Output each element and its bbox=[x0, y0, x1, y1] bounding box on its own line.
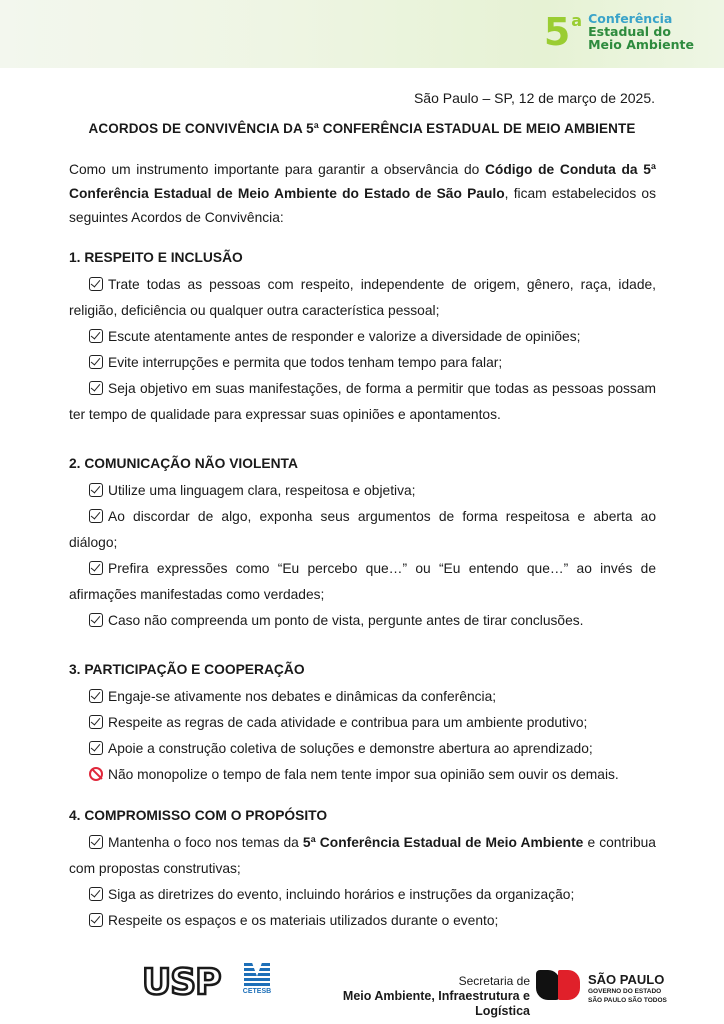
agreement-item bbox=[69, 882, 656, 908]
agreement-text: Prefira expressões como “Eu percebo que…” ou “Eu entendo que…” ao invés de afirmações manifestadas como verdades; bbox=[69, 561, 656, 602]
cetesb-label: CETESB bbox=[242, 988, 272, 995]
agreement-list bbox=[69, 272, 656, 428]
agreement-item bbox=[69, 324, 656, 350]
agreement-item bbox=[69, 504, 656, 556]
agreement-text-post: e contribua com propostas construtivas; bbox=[69, 835, 656, 876]
secretaria-line-2: Meio Ambiente, Infraestrutura e Logística bbox=[342, 989, 530, 1018]
conference-logo bbox=[543, 9, 694, 54]
section-heading: 1. RESPEITO E INCLUSÃO bbox=[69, 250, 243, 265]
sections-container bbox=[69, 248, 656, 934]
agreement-item bbox=[69, 908, 656, 934]
agreement-item bbox=[69, 736, 656, 762]
agreement-item bbox=[69, 684, 656, 710]
agreement-text: Escute atentamente antes de responder e valorize a diversidade de opiniões; bbox=[108, 329, 581, 344]
agreement-item bbox=[69, 272, 656, 324]
agreement-text: Utilize uma linguagem clara, respeitosa e objetiva; bbox=[108, 483, 416, 498]
section bbox=[69, 660, 656, 788]
logo-line-2: Estadual do bbox=[588, 24, 671, 39]
agreement-item bbox=[69, 710, 656, 736]
agreement-item bbox=[69, 556, 656, 608]
checkbox-icon bbox=[89, 741, 103, 755]
document-date: São Paulo – SP, 12 de março de 2025. bbox=[413, 90, 655, 106]
agreement-item bbox=[69, 478, 656, 504]
intro-paragraph bbox=[69, 158, 656, 230]
section-heading: 2. COMUNICAÇÃO NÃO VIOLENTA bbox=[69, 456, 298, 471]
checkbox-icon bbox=[89, 689, 103, 703]
logo-line-3: Meio Ambiente bbox=[588, 37, 694, 52]
checkbox-icon bbox=[89, 613, 103, 627]
agreement-item bbox=[69, 350, 656, 376]
agreement-text: Engaje-se ativamente nos debates e dinâmicas da conferência; bbox=[108, 689, 497, 704]
intro-text-pre: Como um instrumento importante para garantir a observância do bbox=[69, 162, 485, 177]
agreement-item bbox=[69, 608, 656, 634]
logo-number: 5 bbox=[543, 9, 571, 54]
agreement-text-bold: 5ª Conferência Estadual de Meio Ambiente bbox=[302, 835, 584, 850]
footer-logos bbox=[0, 960, 724, 1018]
agreement-item bbox=[69, 762, 656, 788]
conference-logo-text bbox=[588, 12, 694, 51]
conference-logo-number bbox=[543, 9, 583, 54]
sp-government-logo-icon bbox=[536, 970, 582, 1000]
document-body bbox=[69, 158, 656, 934]
agreement-text: Siga as diretrizes do evento, incluindo horários e instruções da organização; bbox=[108, 887, 575, 902]
checkbox-icon bbox=[89, 887, 103, 901]
secretaria-text bbox=[290, 974, 530, 1019]
checkbox-icon bbox=[89, 509, 103, 523]
agreement-list bbox=[69, 684, 656, 788]
checkbox-icon bbox=[89, 355, 103, 369]
prohibited-icon bbox=[89, 767, 103, 781]
intro-text-bold: Código de Conduta da 5ª Conferência Estadual de Meio Ambiente do Estado de São Paulo bbox=[69, 162, 657, 201]
section bbox=[69, 806, 656, 934]
checkbox-icon bbox=[89, 277, 103, 291]
sp-subtitle-2: SÃO PAULO SÃO TODOS bbox=[588, 997, 667, 1004]
agreement-item bbox=[69, 376, 656, 428]
checkbox-icon bbox=[89, 561, 103, 575]
agreement-text: Não monopolize o tempo de fala nem tente impor sua opinião sem ouvir os demais. bbox=[108, 767, 619, 782]
sp-title: SÃO PAULO bbox=[588, 972, 665, 987]
checkbox-icon bbox=[89, 381, 103, 395]
header-band bbox=[0, 0, 724, 68]
secretaria-line-1: Secretaria de bbox=[458, 974, 530, 988]
checkbox-icon bbox=[89, 715, 103, 729]
section-heading: 4. COMPROMISSO COM O PROPÓSITO bbox=[69, 808, 328, 823]
section-heading: 3. PARTICIPAÇÃO E COOPERAÇÃO bbox=[69, 662, 305, 677]
section bbox=[69, 454, 656, 634]
logo-sup: a bbox=[571, 10, 583, 30]
agreement-text: Caso não compreenda um ponto de vista, pergunte antes de tirar conclusões. bbox=[108, 613, 584, 628]
agreement-text: Respeite as regras de cada atividade e contribua para um ambiente produtivo; bbox=[108, 715, 588, 730]
intro-text-post: , ficam estabelecidos os seguintes Acordos de Convivência: bbox=[69, 186, 656, 225]
agreement-text-pre: Mantenha o foco nos temas da bbox=[108, 835, 303, 850]
cetesb-logo bbox=[242, 962, 272, 995]
agreement-text: Apoie a construção coletiva de soluções e demonstre abertura ao aprendizado; bbox=[108, 741, 593, 756]
document-title: ACORDOS DE CONVIVÊNCIA DA 5ª CONFERÊNCIA ESTADUAL DE MEIO AMBIENTE bbox=[88, 121, 636, 136]
agreement-text: Seja objetivo em suas manifestações, de forma a permitir que todas as pessoas possam ter tempo de qualidade para expressar suas opiniões e apontamentos. bbox=[69, 381, 656, 422]
agreement-text: Ao discordar de algo, exponha seus argumentos de forma respeitosa e aberta ao diálogo; bbox=[69, 509, 656, 550]
agreement-text: Respeite os espaços e os materiais utilizados durante o evento; bbox=[108, 913, 499, 928]
agreement-list bbox=[69, 830, 656, 934]
sp-subtitle-1: GOVERNO DO ESTADO bbox=[588, 988, 662, 995]
sp-government-text bbox=[588, 973, 667, 1005]
usp-logo: USP bbox=[142, 962, 221, 1003]
logo-line-1: Conferência bbox=[588, 11, 673, 26]
agreement-text: Trate todas as pessoas com respeito, independente de origem, gênero, raça, idade, religião, deficiência ou qualquer outra característica pessoal; bbox=[69, 277, 656, 318]
agreement-text: Evite interrupções e permita que todos tenham tempo para falar; bbox=[108, 355, 503, 370]
checkbox-icon bbox=[89, 483, 103, 497]
checkbox-icon bbox=[89, 835, 103, 849]
agreement-list bbox=[69, 478, 656, 634]
agreement-item bbox=[69, 830, 656, 882]
cetesb-mark-icon bbox=[244, 962, 270, 986]
checkbox-icon bbox=[89, 329, 103, 343]
checkbox-icon bbox=[89, 913, 103, 927]
section bbox=[69, 248, 656, 428]
